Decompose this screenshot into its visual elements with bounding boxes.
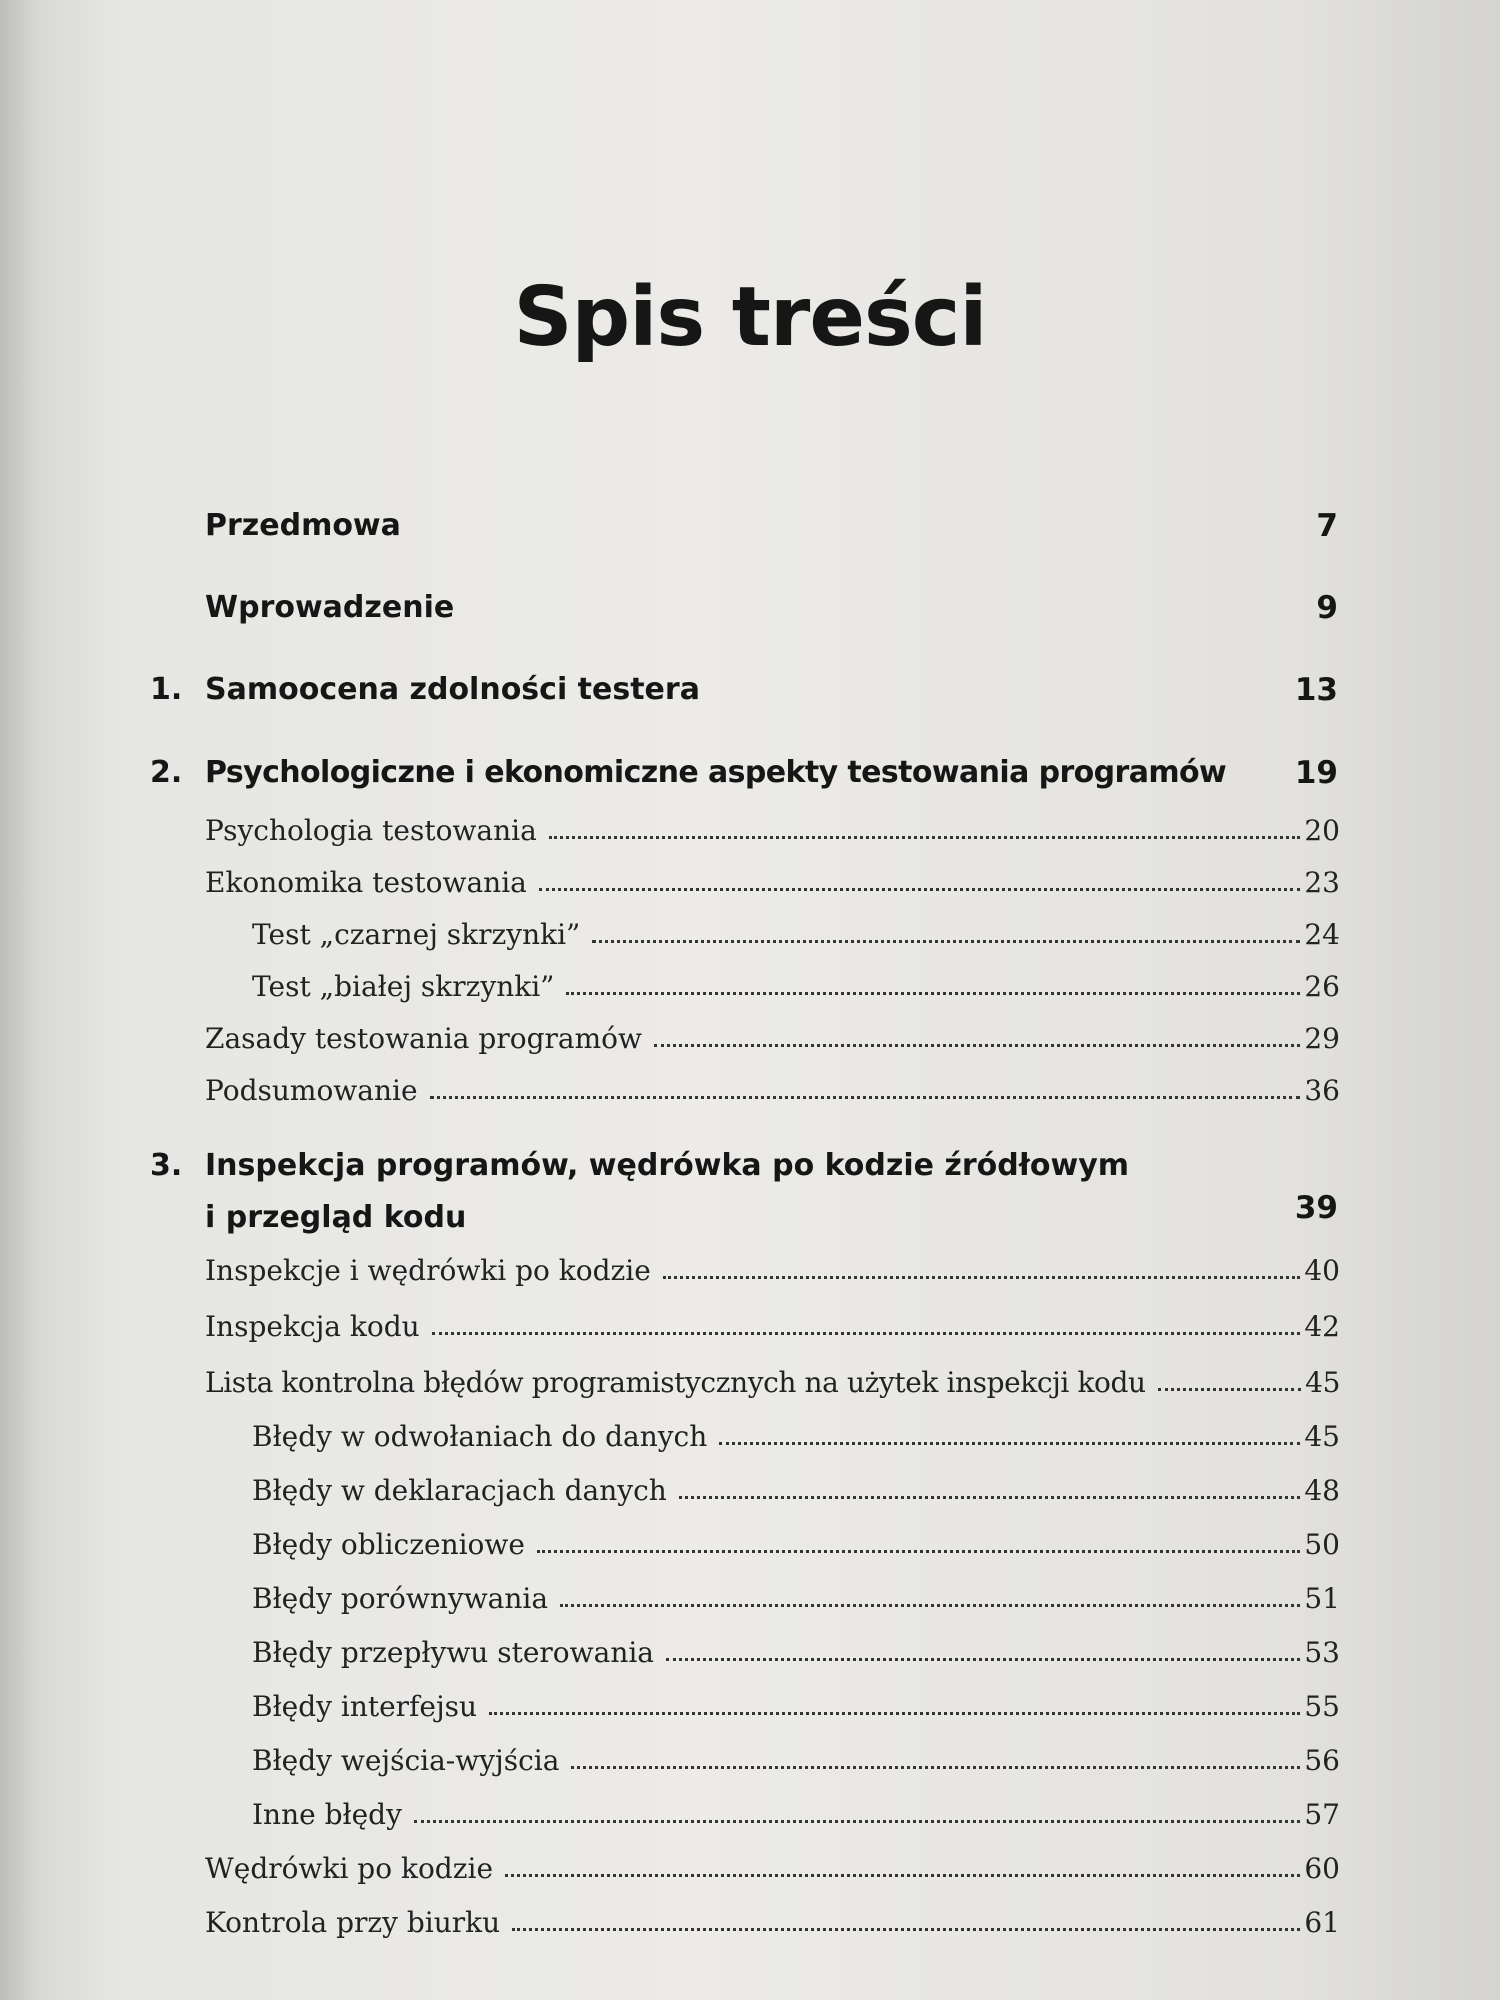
toc-section — [205, 814, 1340, 847]
toc-subsection — [252, 1690, 1340, 1723]
toc-subsection — [252, 1744, 1340, 1777]
toc-section — [205, 1074, 1340, 1107]
section-page: 56 — [1304, 1744, 1340, 1777]
leader-dots — [414, 1820, 1300, 1823]
section-label: Inne błędy — [252, 1798, 402, 1831]
toc-page: 9 — [1316, 590, 1338, 626]
chapter-title: Psychologiczne i ekonomiczne aspekty testowania programów — [205, 755, 1227, 790]
leader-dots — [489, 1712, 1300, 1715]
section-page: 24 — [1304, 918, 1340, 951]
section-label: Inspekcje i wędrówki po kodzie — [205, 1254, 651, 1287]
leader-dots — [560, 1604, 1300, 1607]
toc-subsection — [252, 1474, 1340, 1507]
section-page: 45 — [1304, 1420, 1340, 1453]
section-label: Błędy obliczeniowe — [252, 1528, 525, 1561]
toc-subsection — [252, 918, 1340, 951]
toc-subsection — [252, 1420, 1340, 1453]
section-page: 23 — [1304, 866, 1340, 899]
section-label: Lista kontrolna błędów programistycznych na użytek inspekcji kodu — [205, 1366, 1146, 1399]
leader-dots — [663, 1276, 1301, 1279]
leader-dots — [1158, 1388, 1301, 1391]
section-page: 45 — [1305, 1366, 1340, 1399]
leader-dots — [566, 992, 1300, 995]
toc-subsection — [252, 1798, 1340, 1831]
section-page: 42 — [1304, 1310, 1340, 1343]
leader-dots — [592, 940, 1300, 943]
leader-dots — [549, 836, 1301, 839]
leader-dots — [719, 1442, 1300, 1445]
toc-label: Wprowadzenie — [205, 590, 455, 625]
toc-page: 7 — [1316, 508, 1338, 544]
section-page: 55 — [1304, 1690, 1340, 1723]
section-label: Psychologia testowania — [205, 814, 537, 847]
chapter-page: 19 — [1294, 755, 1338, 791]
chapter-number: 2. — [150, 755, 183, 790]
chapter-title-line1: Inspekcja programów, wędrówka po kodzie źródłowym — [205, 1148, 1130, 1183]
section-label: Podsumowanie — [205, 1074, 418, 1107]
toc-subsection — [252, 1582, 1340, 1615]
section-label: Inspekcja kodu — [205, 1310, 420, 1343]
section-label: Ekonomika testowania — [205, 866, 527, 899]
toc-section — [205, 1852, 1340, 1885]
section-page: 40 — [1304, 1254, 1340, 1287]
section-page: 50 — [1304, 1528, 1340, 1561]
section-page: 51 — [1304, 1582, 1340, 1615]
leader-dots — [430, 1096, 1301, 1099]
chapter-page: 13 — [1294, 672, 1338, 708]
section-page: 57 — [1304, 1798, 1340, 1831]
leader-dots — [512, 1928, 1300, 1931]
chapter-number: 1. — [150, 672, 183, 707]
leader-dots — [505, 1874, 1300, 1877]
section-page: 61 — [1304, 1906, 1340, 1939]
toc-subsection — [252, 1528, 1340, 1561]
page-title: Spis treści — [513, 270, 987, 365]
toc-section — [205, 1254, 1340, 1287]
chapter-number: 3. — [150, 1148, 183, 1183]
section-label: Zasady testowania programów — [205, 1022, 642, 1055]
toc-section — [205, 1906, 1340, 1939]
section-label: Błędy porównywania — [252, 1582, 549, 1615]
leader-dots — [432, 1332, 1301, 1335]
section-label: Błędy interfejsu — [252, 1690, 478, 1723]
leader-dots — [654, 1044, 1300, 1047]
leader-dots — [666, 1658, 1300, 1661]
section-page: 29 — [1304, 1022, 1340, 1055]
section-page: 20 — [1304, 814, 1340, 847]
chapter-title: Samoocena zdolności testera — [205, 672, 700, 707]
section-label: Wędrówki po kodzie — [205, 1852, 494, 1885]
section-page: 48 — [1304, 1474, 1340, 1507]
section-label: Błędy wejścia-wyjścia — [252, 1744, 560, 1777]
toc-section — [205, 1022, 1340, 1055]
section-label: Błędy przepływu sterowania — [252, 1636, 654, 1669]
section-label: Test „białej skrzynki” — [252, 970, 555, 1003]
section-page: 26 — [1304, 970, 1340, 1003]
toc-subsection — [252, 970, 1340, 1003]
section-label: Błędy w deklaracjach danych — [252, 1474, 667, 1507]
section-label: Błędy w odwołaniach do danych — [252, 1420, 708, 1453]
toc-section — [205, 1310, 1340, 1343]
section-label: Kontrola przy biurku — [205, 1906, 501, 1939]
toc-section — [205, 1366, 1340, 1399]
chapter-title-line2: i przegląd kodu — [205, 1200, 467, 1235]
section-page: 60 — [1304, 1852, 1340, 1885]
toc-label: Przedmowa — [205, 508, 401, 543]
section-page: 36 — [1304, 1074, 1340, 1107]
toc-section — [205, 866, 1340, 899]
leader-dots — [571, 1766, 1300, 1769]
leader-dots — [539, 888, 1300, 891]
section-page: 53 — [1304, 1636, 1340, 1669]
leader-dots — [537, 1550, 1300, 1553]
section-label: Test „czarnej skrzynki” — [252, 918, 581, 951]
toc-subsection — [252, 1636, 1340, 1669]
leader-dots — [679, 1496, 1301, 1499]
chapter-page: 39 — [1294, 1190, 1338, 1226]
